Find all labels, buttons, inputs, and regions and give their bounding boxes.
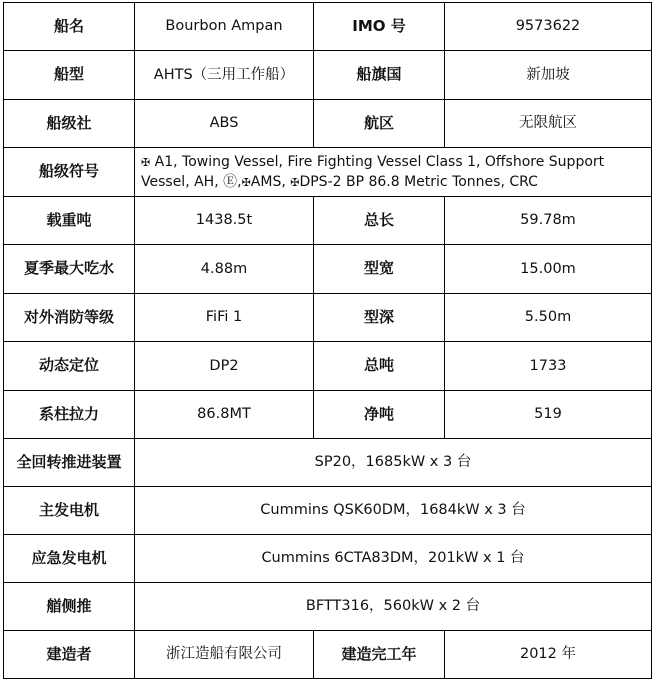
maltese-cross-icon: ✠ xyxy=(141,155,151,169)
value-fifi-class: FiFi 1 xyxy=(135,294,314,342)
label-flag: 船旗国 xyxy=(314,51,445,100)
label-emergency-generator: 应急发电机 xyxy=(4,535,135,583)
table-row xyxy=(4,148,652,197)
label-imo: IMO 号 xyxy=(314,3,445,51)
value-dynamic-positioning: DP2 xyxy=(135,342,314,391)
value-imo: 9573622 xyxy=(445,3,652,51)
notation-segment: DPS-2 BP 86.8 Metric Tonnes, CRC xyxy=(299,174,538,190)
label-azimuth-propulsion: 全回转推进装置 xyxy=(4,439,135,487)
table-row xyxy=(4,245,652,294)
label-year-built: 建造完工年 xyxy=(314,631,445,679)
value-gross-tonnage: 1733 xyxy=(445,342,652,391)
label-bow-thruster: 艏侧推 xyxy=(4,583,135,631)
value-summer-draft: 4.88m xyxy=(135,245,314,294)
table-row xyxy=(4,391,652,439)
table-row xyxy=(4,294,652,342)
label-breadth: 型宽 xyxy=(314,245,445,294)
value-bollard-pull: 86.8MT xyxy=(135,391,314,439)
label-class-society: 船级社 xyxy=(4,100,135,148)
value-net-tonnage: 519 xyxy=(445,391,652,439)
table-row xyxy=(4,631,652,679)
table-row xyxy=(4,197,652,245)
circled-e-icon: Ⓔ xyxy=(223,174,238,190)
value-main-generator: Cummins QSK60DM，1684kW x 3 台 xyxy=(135,487,652,535)
table-row xyxy=(4,439,652,487)
label-depth: 型深 xyxy=(314,294,445,342)
notation-segment: AMS, xyxy=(250,174,286,190)
value-deadweight: 1438.5t xyxy=(135,197,314,245)
value-breadth: 15.00m xyxy=(445,245,652,294)
value-navigation-area: 无限航区 xyxy=(445,100,652,148)
value-class-notation xyxy=(135,148,652,197)
label-summer-draft: 夏季最大吃水 xyxy=(4,245,135,294)
value-depth: 5.50m xyxy=(445,294,652,342)
label-fifi-class: 对外消防等级 xyxy=(4,294,135,342)
value-builder: 浙江造船有限公司 xyxy=(135,631,314,679)
maltese-cross-icon: ✠ xyxy=(290,176,300,189)
value-class-society: ABS xyxy=(135,100,314,148)
ship-spec-table xyxy=(3,2,652,679)
value-azimuth-propulsion: SP20，1685kW x 3 台 xyxy=(135,439,652,487)
label-net-tonnage: 净吨 xyxy=(314,391,445,439)
value-length-overall: 59.78m xyxy=(445,197,652,245)
label-class-notation: 船级符号 xyxy=(4,148,135,197)
label-ship-type: 船型 xyxy=(4,51,135,100)
label-navigation-area: 航区 xyxy=(314,100,445,148)
label-dynamic-positioning: 动态定位 xyxy=(4,342,135,391)
value-ship-type: AHTS（三用工作船） xyxy=(135,51,314,100)
label-builder: 建造者 xyxy=(4,631,135,679)
label-ship-name: 船名 xyxy=(4,3,135,51)
value-flag: 新加坡 xyxy=(445,51,652,100)
notation-segment: A1, Towing Vessel, Fire Fighting Vessel Class 1, Offshore Support Vessel, AH, xyxy=(141,153,605,190)
label-gross-tonnage: 总吨 xyxy=(314,342,445,391)
label-deadweight: 载重吨 xyxy=(4,197,135,245)
value-year-built: 2012 年 xyxy=(445,631,652,679)
table-row xyxy=(4,583,652,631)
value-ship-name: Bourbon Ampan xyxy=(135,3,314,51)
maltese-cross-icon: ✠ xyxy=(241,176,251,189)
label-main-generator: 主发电机 xyxy=(4,487,135,535)
table-row xyxy=(4,3,652,51)
table-row xyxy=(4,100,652,148)
table-row xyxy=(4,535,652,583)
value-bow-thruster: BFTT316，560kW x 2 台 xyxy=(135,583,652,631)
label-bollard-pull: 系柱拉力 xyxy=(4,391,135,439)
value-emergency-generator: Cummins 6CTA83DM，201kW x 1 台 xyxy=(135,535,652,583)
label-length-overall: 总长 xyxy=(314,197,445,245)
notation-separator: , xyxy=(237,174,242,190)
table-row xyxy=(4,51,652,100)
table-row xyxy=(4,342,652,391)
table-row xyxy=(4,487,652,535)
